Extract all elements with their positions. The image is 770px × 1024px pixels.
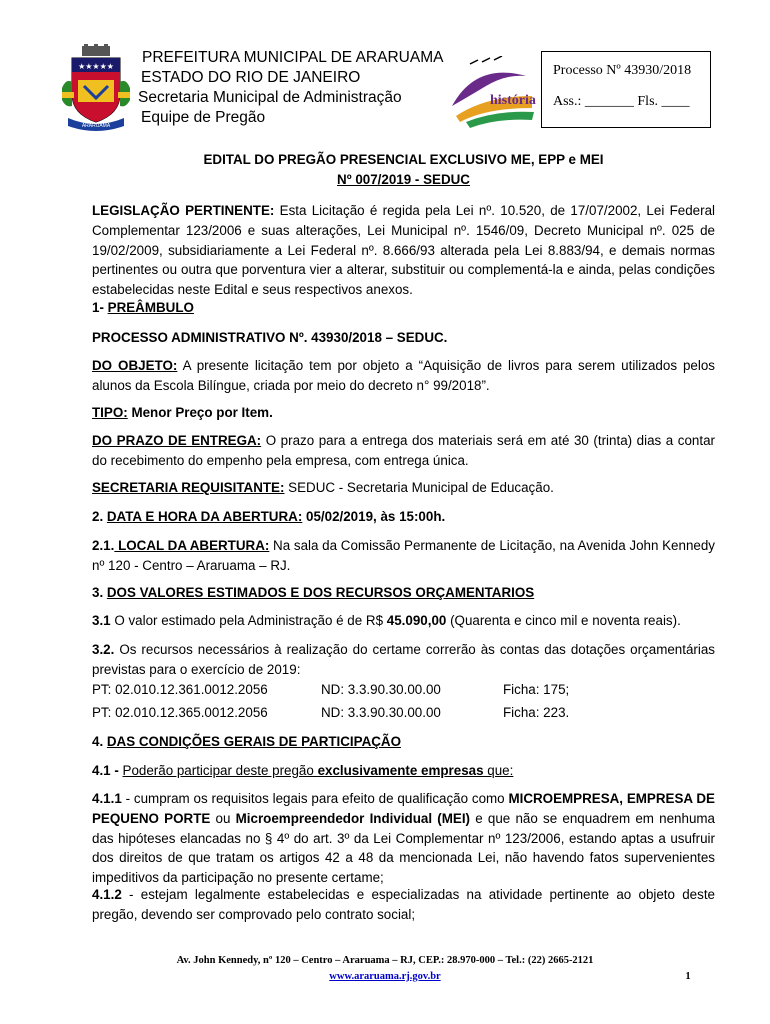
footer-address: Av. John Kennedy, nº 120 – Centro – Araruama – RJ, CEP.: 28.970-000 – Tel.: (22) 2665-2121 [176, 955, 594, 966]
tipo-label: TIPO: [92, 405, 128, 420]
page-number: 1 [685, 971, 691, 982]
objeto-text: A presente licitação tem por objeto a “Aquisição de livros para serem utilizados pelos alunos da Escola Bilíngue, criada por meio do decreto n° 99/2018”. [92, 358, 715, 393]
paragraph-4-1-1: 4.1.1 - cumpram os requisitos legais para efeito de qualificação como MICROEMPRESA, EMPRESA DE PEQUENO PORTE ou Microempreendedor Individual (MEI) e que não se enquadrem em nenhuma das hipóteses elancadas no § 4º do art. 3º da Lei Complementar nº 123/2006, estando aptas a usufruir dos direitos de que tratam os artigos 42 a 48 da mencionada Lei, não havendo fatos supervenientes impeditivos da participação no presente certame; [92, 791, 715, 886]
prazo-text: O prazo para a entrega dos materiais será em até 30 (trinta) dias a contar do recebimento do empenho pela empresa, com entrega única. [92, 433, 715, 468]
nova-historia-logo-icon [446, 56, 538, 130]
dotacao-row [92, 680, 715, 700]
secretaria-label: SECRETARIA REQUISITANTE: [92, 480, 285, 495]
prazo-paragraph [92, 431, 715, 471]
dotacao-ficha: Ficha: 223. [503, 705, 570, 720]
section-2-heading: 2. DATA E HORA DA ABERTURA: 05/02/2019, às 15:00h. [92, 509, 446, 524]
valor-estimado-paragraph: 3.1 O valor estimado pela Administração é de R$ 45.090,00 (Quarenta e cinco mil e noventa reais). [92, 613, 681, 628]
svg-text:Nova: Nova [496, 80, 520, 91]
secretaria-paragraph [92, 478, 715, 498]
recursos-paragraph: 3.2. Os recursos necessários à realização do certame correrão às contas das dotações orçamentárias previstas para o exercício de 2019: [92, 642, 715, 677]
header-block [138, 48, 443, 128]
dotacao-row [92, 703, 715, 723]
secretaria-text: SEDUC - Secretaria Municipal de Educação. [284, 480, 554, 495]
dotacao-nd: ND: 3.3.90.30.00.00 [321, 705, 441, 720]
paragraph-4-1-2: 4.1.2 - estejam legalmente estabelecidas e especializadas na atividade pertinente ao objeto deste pregão, devendo ser comprovado pelo contrato social; [92, 887, 715, 922]
processo-administrativo: PROCESSO ADMINISTRATIVO Nº. 43930/2018 – SEDUC. [92, 330, 448, 345]
edital-title [92, 150, 715, 190]
legislacao-text: Esta Licitação é regida pela Lei nº. 10.520, de 17/07/2002, Lei Federal Complementar 123/2006 e suas alterações, Lei Municipal nº. 1546/09, Decreto Municipal nº. 025 de 19/02/2009, subsidiariamente a Lei Federal nº. 8.666/93 alterada pela Lei 8.883/94, e demais normas pertinentes ou outra que porventura vier a alterar, substituir ou complementá-la e ainda, pelas condições estabelecidas neste Edital e seus respectivos anexos. [92, 203, 715, 298]
header-line-prefeitura: PREFEITURA MUNICIPAL DE ARARUAMA [142, 49, 444, 66]
dotacao-pt: PT: 02.010.12.361.0012.2056 [92, 682, 268, 697]
footer-website-link[interactable]: www.araruama.rj.gov.br [329, 971, 441, 982]
legislacao-label: LEGISLAÇÃO PERTINENTE: [92, 203, 275, 218]
section-3-heading: 3. DOS VALORES ESTIMADOS E DOS RECURSOS ORÇAMENTARIOS [92, 585, 535, 600]
section-4-heading: 4. DAS CONDIÇÕES GERAIS DE PARTICIPAÇÃO [92, 734, 402, 749]
edital-title-line2: Nº 007/2019 - SEDUC [337, 171, 470, 187]
paragraph-4-1: 4.1 - Poderão participar deste pregão exclusivamente empresas que: [92, 763, 514, 778]
header-line-equipe: Equipe de Pregão [141, 109, 266, 126]
legislacao-paragraph [92, 201, 715, 300]
objeto-paragraph [92, 356, 715, 396]
section-1-heading: 1- PREÂMBULO [92, 300, 194, 315]
signature-folio-line: Ass.: _______ Fls. ____ [553, 94, 690, 109]
process-stamp-box [541, 51, 711, 128]
svg-text:★★★★★: ★★★★★ [78, 62, 114, 71]
objeto-label: DO OBJETO: [92, 358, 178, 373]
tipo-text: Menor Preço por Item. [127, 405, 273, 420]
dotacao-ficha: Ficha: 175; [503, 682, 570, 697]
valor-estimado-amount: 45.090,00 [386, 613, 447, 628]
coat-of-arms-icon [60, 44, 132, 136]
local-abertura-paragraph: 2.1. LOCAL DA ABERTURA: Na sala da Comissão Permanente de Licitação, na Avenida John Kennedy nº 120 - Centro – Araruama – RJ. [92, 538, 715, 573]
header-line-secretaria: Secretaria Municipal de Administração [138, 89, 402, 106]
tipo-paragraph [92, 403, 715, 423]
dotacao-nd: ND: 3.3.90.30.00.00 [321, 682, 441, 697]
header-line-estado: ESTADO DO RIO DE JANEIRO [141, 69, 361, 86]
prazo-label: DO PRAZO DE ENTREGA: [92, 433, 262, 448]
edital-title-line1: EDITAL DO PREGÃO PRESENCIAL EXCLUSIVO ME, EPP e MEI [203, 152, 604, 167]
svg-text:história: história [490, 93, 536, 108]
dotacao-pt: PT: 02.010.12.365.0012.2056 [92, 705, 268, 720]
svg-text:ARARUAMA: ARARUAMA [81, 123, 111, 129]
process-number: Processo Nº 43930/2018 [553, 63, 692, 78]
